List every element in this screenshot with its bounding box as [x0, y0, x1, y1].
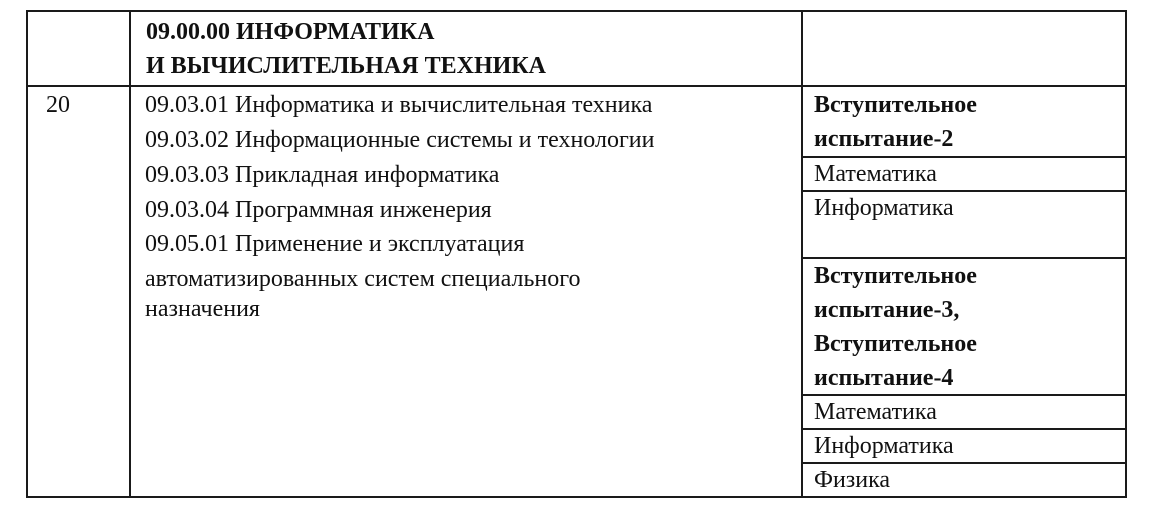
- program-item: 09.03.01 Информатика и вычислительная техника: [145, 92, 653, 118]
- column-separator-exams: [801, 10, 803, 498]
- program-item-continuation: назначения: [145, 296, 260, 322]
- section-title-line1: 09.00.00 ИНФОРМАТИКА: [146, 19, 435, 45]
- program-item-continuation: автоматизированных систем специального: [145, 266, 581, 292]
- program-item: 09.03.03 Прикладная информатика: [145, 162, 500, 188]
- exam-group1-title: испытание-2: [814, 126, 954, 152]
- program-item: 09.03.02 Информационные системы и технологии: [145, 127, 655, 153]
- table-left-border: [26, 10, 28, 498]
- exam-subject: Информатика: [814, 195, 954, 221]
- table-top-border: [26, 10, 1127, 12]
- section-title-line2: И ВЫЧИСЛИТЕЛЬНАЯ ТЕХНИКА: [146, 53, 547, 79]
- exam-subject: Физика: [814, 467, 891, 493]
- exam-subject: Математика: [814, 161, 937, 187]
- column-separator-number: [129, 10, 131, 498]
- table-right-border: [1125, 10, 1127, 498]
- exam-group2-title: Вступительное: [814, 263, 977, 289]
- exam-group2-title: испытание-3,: [814, 297, 960, 323]
- program-item: 09.05.01 Применение и эксплуатация: [145, 231, 525, 257]
- header-row-divider: [26, 85, 1127, 87]
- exam-group2-title: испытание-4: [814, 365, 954, 391]
- exam-group2-title: Вступительное: [814, 331, 977, 357]
- exam-subject: Математика: [814, 399, 937, 425]
- program-item: 09.03.04 Программная инженерия: [145, 197, 492, 223]
- row-number: 20: [46, 92, 70, 118]
- exam-subject: Информатика: [814, 433, 954, 459]
- exam-group1-title: Вступительное: [814, 92, 977, 118]
- table-bottom-border: [26, 496, 1127, 498]
